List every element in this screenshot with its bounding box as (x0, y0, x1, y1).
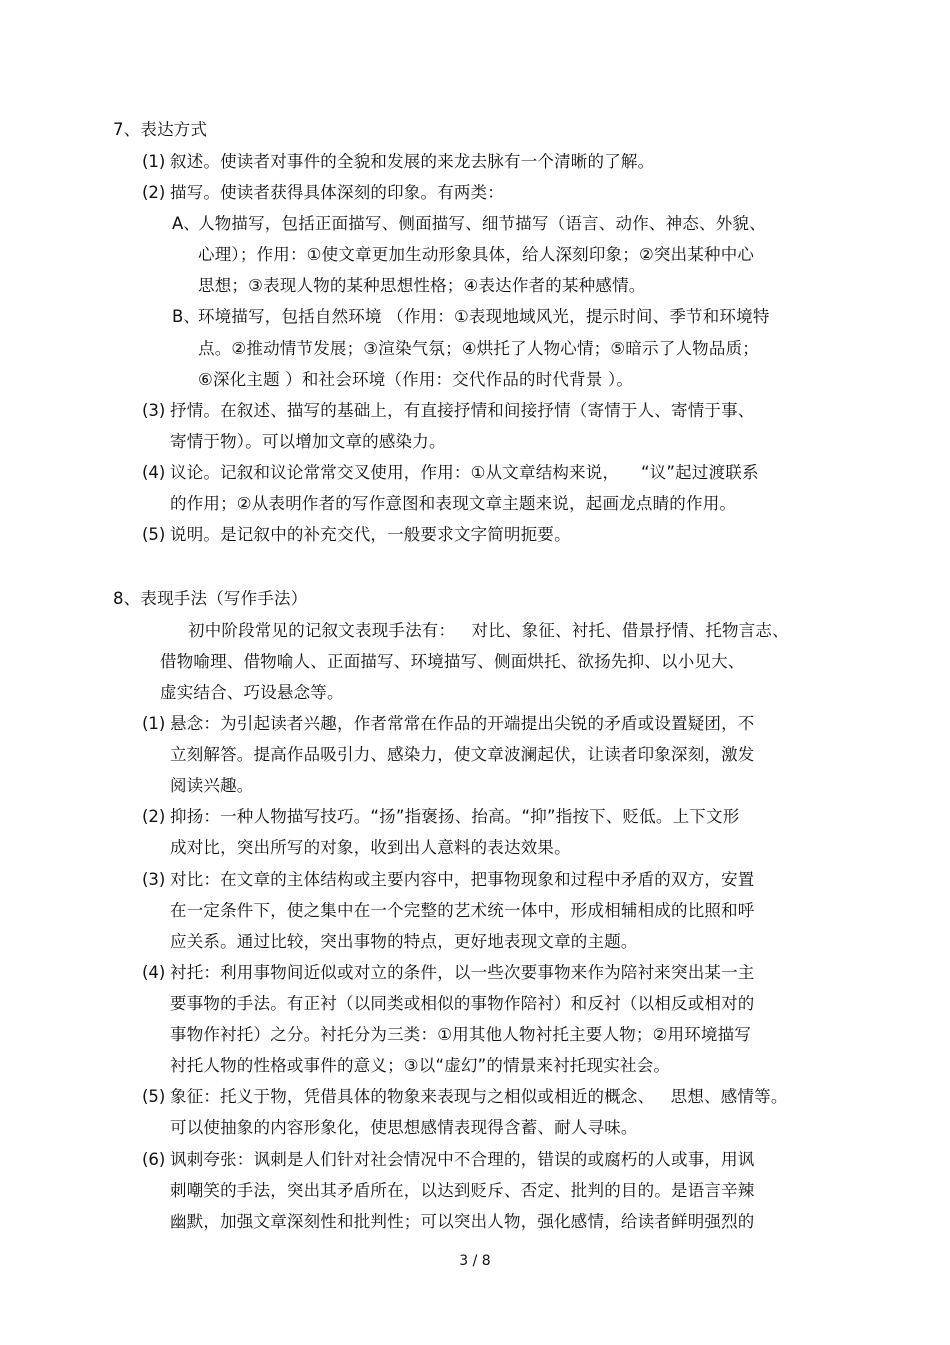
paragraph-line: 立刻解答。提高作品吸引力、感染力，使文章波澜起伏，让读者印象深刻，激发 (170, 745, 755, 764)
item-number: (3) (142, 870, 166, 889)
paragraph-line: 环境描写，包括自然环境 （作用：①表现地域风光，提示时间、季节和环境特 (198, 307, 770, 326)
intro-line: 借物喻理、借物喻人、正面描写、环境描写、侧面烘托、欲扬先抑、以小见大、 (160, 652, 745, 671)
paragraph-line: 要事物的手法。有正衬（以同类或相似的事物作陪衬）和反衬（以相反或相对的 (170, 994, 755, 1013)
paragraph-line: 抑扬：一种人物描写技巧。“扬”指褒扬、抬高。“抑”指按下、贬低。上下文形 (170, 807, 740, 826)
paragraph-line: 事物作衬托）之分。衬托分为三类：①用其他人物衬托主要人物；②用环境描写 (170, 1025, 752, 1044)
paragraph-line: 议论。记叙和议论常常交叉使用，作用：①从文章结构来说， “议”起过渡联系 (170, 463, 759, 482)
paragraph-line: 成对比，突出所写的对象，收到出人意料的表达效果。 (170, 838, 571, 857)
item-number: (2) (142, 183, 166, 202)
item-number: (1) (142, 152, 166, 171)
paragraph-line: 衬托：利用事物间近似或对立的条件，以一些次要事物来作为陪衬来突出某一主 (170, 963, 755, 982)
paragraph-line: 应关系。通过比较，突出事物的特点，更好地表现文章的主题。 (170, 932, 638, 951)
paragraph-line: 抒情。在叙述、描写的基础上，有直接抒情和间接抒情（寄情于人、寄情于事、 (170, 401, 755, 420)
paragraph-line: 的作用；②从表明作者的写作意图和表现文章主题来说，起画龙点睛的作用。 (170, 494, 737, 513)
paragraph-line: 象征：托义于物，凭借具体的物象来表现与之相似或相近的概念、 思想、感情等。 (170, 1087, 788, 1106)
item-number: (5) (142, 1087, 166, 1106)
item-number: (6) (142, 1150, 166, 1169)
paragraph-line: 悬念：为引起读者兴趣，作者常常在作品的开端提出尖锐的矛盾或设置疑团，不 (170, 714, 755, 733)
paragraph-line: 阅读兴趣。 (170, 776, 254, 795)
paragraph-line: 人物描写，包括正面描写、侧面描写、细节描写（语言、动作、神态、外貌、 (198, 214, 766, 233)
subitem-marker: B、 (172, 307, 200, 326)
paragraph-line: 对比：在文章的主体结构或主要内容中，把事物现象和过程中矛盾的双方，安置 (170, 870, 755, 889)
paragraph-line: 讽刺夸张：讽刺是人们针对社会情况中不合理的，错误的或腐朽的人或事，用讽 (170, 1150, 755, 1169)
paragraph-line: 可以使抽象的内容形象化，使思想感情表现得含蓄、耐人寻味。 (170, 1118, 638, 1137)
paragraph-line: 心理）；作用：①使文章更加生动形象具体，给人深刻印象；②突出某种中心 (198, 245, 755, 264)
paragraph-line: ⑥深化主题 ）和社会环境（作用：交代作品的时代背景 ）。 (198, 370, 634, 389)
paragraph-line: 描写。使读者获得具体深刻的印象。有两类： (170, 183, 504, 202)
intro-line: 初中阶段常见的记叙文表现手法有： 对比、象征、衬托、借景抒情、托物言志、 (188, 621, 789, 640)
paragraph-line: 幽默，加强文章深刻性和批判性；可以突出人物，强化感情，给读者鲜明强烈的 (170, 1212, 755, 1231)
item-number: (4) (142, 463, 166, 482)
paragraph-line: 点。②推动情节发展；③渲染气氛；④烘托了人物心情；⑤暗示了人物品质； (198, 339, 759, 358)
paragraph-line: 衬托人物的性格或事件的意义；③以“虚幻”的情景来衬托现实社会。 (170, 1056, 671, 1075)
section-heading: 8、表现手法（写作手法） (113, 589, 308, 608)
section-heading: 7、表达方式 (113, 120, 208, 139)
paragraph-line: 说明。是记叙中的补充交代，一般要求文字简明扼要。 (170, 525, 571, 544)
item-number: (4) (142, 963, 166, 982)
item-number: (5) (142, 525, 166, 544)
paragraph-line: 叙述。使读者对事件的全貌和发展的来龙去脉有一个清晰的了解。 (170, 152, 655, 171)
page-number: 3 / 8 (459, 1253, 491, 1269)
subitem-marker: A、 (172, 214, 200, 233)
intro-line: 虚实结合、巧设悬念等。 (160, 683, 344, 702)
item-number: (3) (142, 401, 166, 420)
paragraph-line: 刺嘲笑的手法，突出其矛盾所在，以达到贬斥、否定、批判的目的。是语言辛辣 (170, 1181, 755, 1200)
paragraph-line: 思想；③表现人物的某种思想性格；④表达作者的某种感情。 (198, 276, 646, 295)
paragraph-line: 寄情于物）。可以增加文章的感染力。 (170, 432, 446, 451)
item-number: (1) (142, 714, 166, 733)
paragraph-line: 在一定条件下，使之集中在一个完整的艺术统一体中，形成相辅相成的比照和呼 (170, 901, 755, 920)
item-number: (2) (142, 807, 166, 826)
